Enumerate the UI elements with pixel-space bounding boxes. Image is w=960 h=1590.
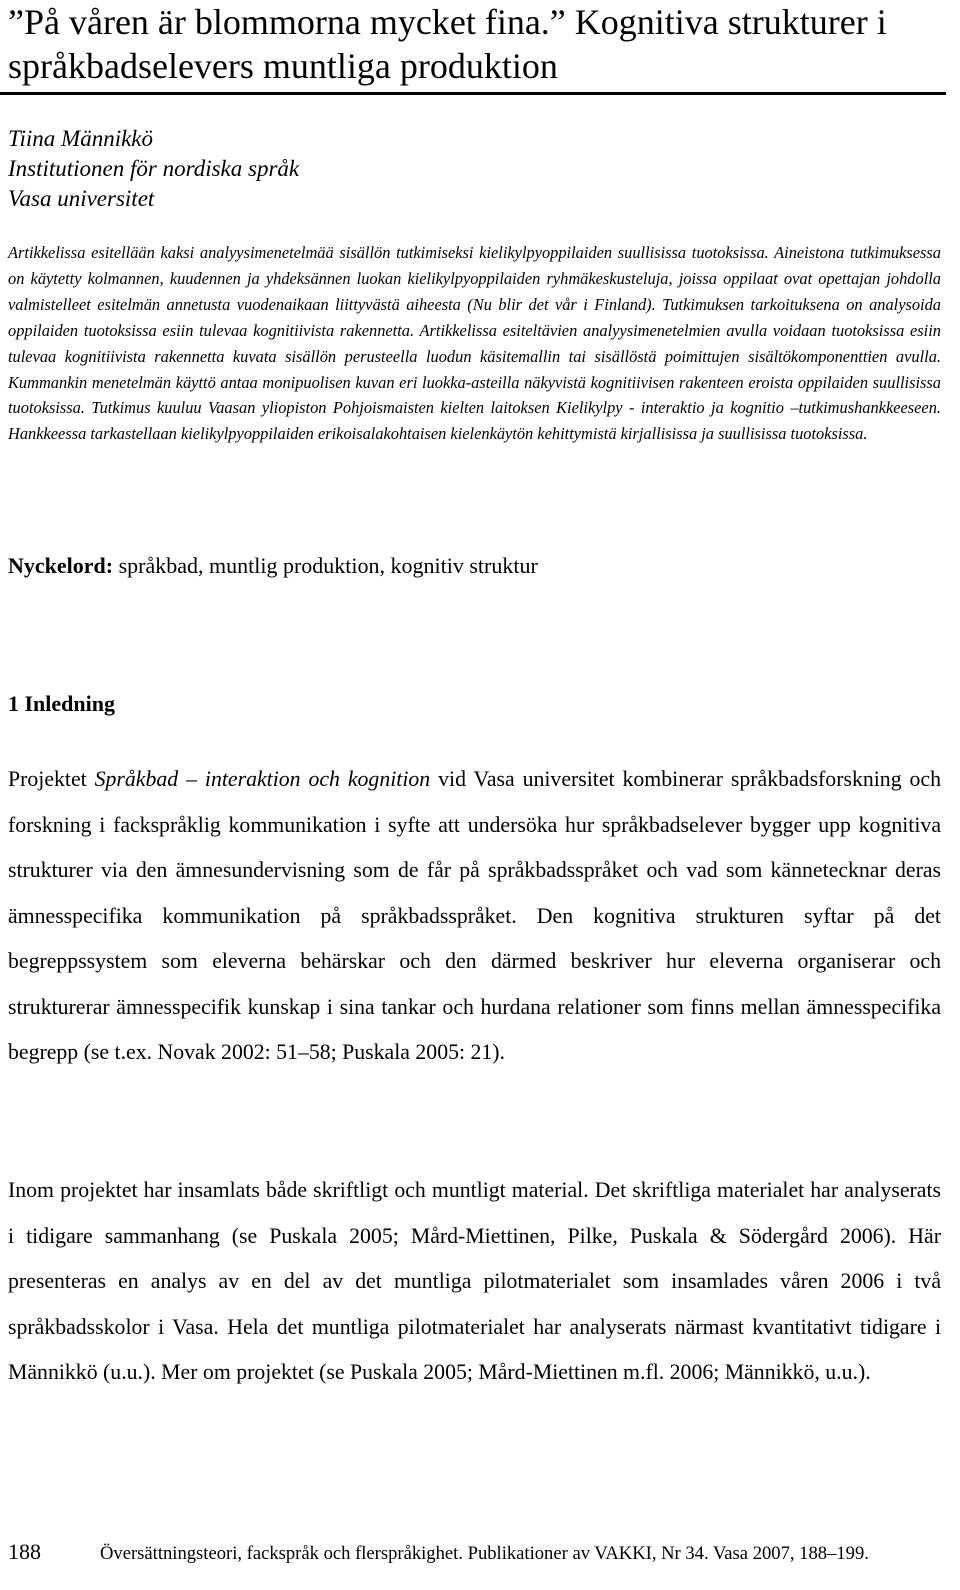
author-university: Vasa universitet [8,186,155,211]
paragraph-1-rest: vid Vasa universitet kombinerar språkbadsforskning och forskning i fackspråklig kommunikation i syfte att undersöka hur språkbadselever bygger upp kognitiva strukturer via den ämnesundervisning som de får på språkbadsspråket och vad som kännetecknar deras ämnesspecifika kommunikation på språkbadsspråket. Den kognitiva strukturen syftar på det begreppssystem som eleverna behärskar och den därmed beskriver hur eleverna organiserar och strukturerar ämnesspecifik kunskap i sina tankar och hurdana relationer som finns mellan ämnesspecifika begrepp (se t.ex. Novak 2002: 51–58; Puskala 2005: 21). [8,767,941,1064]
section-heading: 1 Inledning [8,691,115,716]
page-footer [8,1535,948,1571]
paragraph-1-start: Projektet [8,767,95,791]
abstract: Artikkelissa esitellään kaksi analyysimenetelmää sisällön tutkimiseksi kielikylpyoppilaiden suullisissa tuotoksissa. Aineistona tutkimuksessa on käytetty kolmannen, kuudennen ja yhdeksännen luokan kielikylpyoppilaiden ryhmäkeskusteluja, joissa oppilaat ovat opettajan johdolla valmistelleet esitelmän annetusta vuodenaikaan liittyvästä aiheesta (Nu blir det vår i Finland). Tutkimuksen tarkoituksena on analysoida oppilaiden tuotoksissa esiin tulevaa kognitiivista rakennetta. Artikkelissa esiteltävien analyysimenetelmien avulla voidaan tuotoksissa esiin tulevaa kognitiivista rakennetta kuvata sisällön perusteella luodun käsitemallin tai sisällöstä poimittujen sisältökomponenttien avulla. Kummankin menetelmän käyttö antaa monipuolisen kuvan eri luokka-asteilla näkyvistä kognitiivisen rakenteen eroista oppilaiden suullisissa tuotoksissa. Tutkimus kuuluu Vaasan yliopiston Pohjoismaisten kielten laitoksen Kielikylpy - interaktio ja kognitio –tutkimushankkeeseen. Hankkeessa tarkastellaan kielikylpyoppilaiden erikoisalakohtaisen kielenkäytön kehittymistä kirjallisissa ja suullisissa tuotoksissa. [8,243,941,444]
author-name: Tiina Männikkö [8,126,154,151]
journal-citation: Översättningsteori, fackspråk och flerspråkighet. Publikationer av VAKKI, Nr 34. Vasa 2007, 188–199. [100,1543,869,1564]
project-name: Språkbad – interaktion och kognition [94,767,431,791]
paragraph-1 [8,757,941,1076]
author-block [8,124,908,214]
page-number: 188 [8,1539,41,1564]
article-title: ”På våren är blommorna mycket fina.” Kognitiva strukturer i språkbadselevers muntliga produktion [8,2,887,86]
keywords-label: Nyckelord: [8,553,114,578]
paragraph-2: Inom projektet har insamlats både skriftligt och muntligt material. Det skriftliga materialet har analyserats i tidigare sammanhang (se Puskala 2005; Mård-Miettinen, Pilke, Puskala & Södergård 2006). Här presenteras en analys av en del av det muntliga pilotmaterialet som insamlades våren 2006 i två språkbadsskolor i Vasa. Hela det muntliga pilotmaterialet har analyserats närmast kvantitativt tidigare i Männikkö (u.u.). Mer om projektet (se Puskala 2005; Mård-Miettinen m.fl. 2006; Männikkö, u.u.). [8,1178,941,1384]
title-rule [0,92,946,95]
author-institution: Institutionen för nordiska språk [8,156,300,181]
keywords [8,550,941,582]
keywords-text: språkbad, muntlig produktion, kognitiv struktur [118,553,538,578]
